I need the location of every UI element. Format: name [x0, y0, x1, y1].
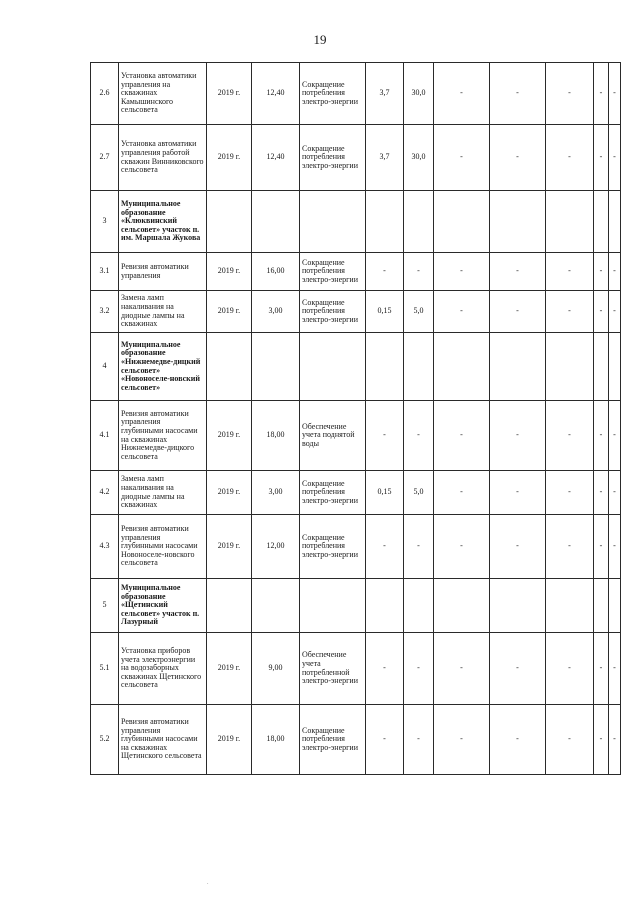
dash-cell: - — [490, 515, 546, 579]
value-cell: 3,7 — [366, 63, 404, 125]
measure-name: Ревизия автоматики управления глубинными насосами на скважинах Нижнемедве-дицкого сельсовета — [119, 401, 207, 471]
table-row — [91, 333, 621, 401]
dash-cell: - — [490, 705, 546, 775]
row-number: 4.3 — [91, 515, 119, 579]
dash-cell — [594, 579, 609, 633]
cost-cell: 12,00 — [252, 515, 300, 579]
dash-cell: - — [434, 515, 490, 579]
row-number: 4.1 — [91, 401, 119, 471]
effect-cell — [300, 579, 366, 633]
dash-cell — [609, 191, 621, 253]
measure-name: Муниципальное образование «Щетинский сельсовет» участок п. Лазурный — [119, 579, 207, 633]
value-cell: - — [366, 253, 404, 291]
value-cell: - — [366, 705, 404, 775]
cost-cell — [252, 333, 300, 401]
dash-cell — [594, 333, 609, 401]
value-cell: - — [366, 633, 404, 705]
dash-cell: - — [490, 401, 546, 471]
dash-cell — [546, 191, 594, 253]
value-cell: - — [366, 401, 404, 471]
row-number: 4 — [91, 333, 119, 401]
dash-cell — [434, 579, 490, 633]
value-cell: - — [404, 253, 434, 291]
dash-cell: - — [609, 125, 621, 191]
table-row — [91, 253, 621, 291]
cost-cell — [252, 191, 300, 253]
dash-cell: - — [594, 471, 609, 515]
row-number: 5.2 — [91, 705, 119, 775]
dash-cell: - — [594, 125, 609, 191]
value-cell: 3,7 — [366, 125, 404, 191]
measure-name: Муниципальное образование «Нижнемедве-дицкий сельсовет» «Новоноселе-новский сельсовет» — [119, 333, 207, 401]
value-cell — [404, 579, 434, 633]
row-number: 3 — [91, 191, 119, 253]
dash-cell: - — [609, 471, 621, 515]
measure-name: Замена ламп накаливания на диодные лампы на скважинах — [119, 291, 207, 333]
value-cell — [366, 579, 404, 633]
dash-cell: - — [434, 633, 490, 705]
table-body — [91, 63, 621, 775]
effect-cell: Обеспечение учета потребленной электро-энергии — [300, 633, 366, 705]
value-cell: 30,0 — [404, 63, 434, 125]
year-cell: 2019 г. — [207, 515, 252, 579]
dash-cell: - — [490, 633, 546, 705]
dash-cell: - — [594, 633, 609, 705]
value-cell: - — [404, 705, 434, 775]
value-cell — [404, 333, 434, 401]
measure-name: Ревизия автоматики управления глубинными насосами на скважинах Щетинского сельсовета — [119, 705, 207, 775]
table-row — [91, 125, 621, 191]
dash-cell: - — [594, 291, 609, 333]
dash-cell: - — [546, 63, 594, 125]
dash-cell: - — [594, 705, 609, 775]
dash-cell: - — [609, 705, 621, 775]
table-row — [91, 579, 621, 633]
dash-cell — [546, 333, 594, 401]
value-cell: 30,0 — [404, 125, 434, 191]
measure-name: Установка автоматики управления на скважинах Камышинского сельсовета — [119, 63, 207, 125]
dash-cell: - — [434, 471, 490, 515]
dash-cell: - — [434, 401, 490, 471]
value-cell — [404, 191, 434, 253]
page-number: 19 — [313, 32, 327, 47]
dash-cell: - — [434, 125, 490, 191]
value-cell: - — [366, 515, 404, 579]
dash-cell: - — [609, 515, 621, 579]
dash-cell: - — [546, 705, 594, 775]
row-number: 4.2 — [91, 471, 119, 515]
dash-cell: - — [609, 633, 621, 705]
dash-cell — [609, 333, 621, 401]
measure-name: Замена ламп накаливания на диодные лампы на скважинах — [119, 471, 207, 515]
year-cell: 2019 г. — [207, 63, 252, 125]
table-row — [91, 291, 621, 333]
dash-cell — [490, 579, 546, 633]
value-cell: - — [404, 515, 434, 579]
dash-cell — [434, 333, 490, 401]
dash-cell: - — [609, 253, 621, 291]
row-number: 2.6 — [91, 63, 119, 125]
dash-cell: - — [490, 63, 546, 125]
row-number: 2.7 — [91, 125, 119, 191]
dash-cell: - — [546, 125, 594, 191]
effect-cell: Сокращение потребления электро-энергии — [300, 471, 366, 515]
table-row — [91, 471, 621, 515]
value-cell: 5,0 — [404, 291, 434, 333]
year-cell: 2019 г. — [207, 633, 252, 705]
dash-cell: - — [434, 291, 490, 333]
dash-cell: - — [546, 515, 594, 579]
table-row — [91, 705, 621, 775]
value-cell: - — [404, 633, 434, 705]
effect-cell — [300, 333, 366, 401]
effect-cell: Сокращение потребления электро-энергии — [300, 125, 366, 191]
year-cell: 2019 г. — [207, 471, 252, 515]
dash-cell: - — [609, 401, 621, 471]
row-number: 3.2 — [91, 291, 119, 333]
dash-cell: - — [546, 633, 594, 705]
measure-name: Ревизия автоматики управления глубинными насосами Новоноселе-новского сельсовета — [119, 515, 207, 579]
value-cell: 5,0 — [404, 471, 434, 515]
effect-cell: Обеспечение учета поднятой воды — [300, 401, 366, 471]
dash-cell: - — [594, 515, 609, 579]
value-cell: 0,15 — [366, 471, 404, 515]
dash-cell: - — [434, 705, 490, 775]
dash-cell: - — [490, 253, 546, 291]
table-row — [91, 401, 621, 471]
dash-cell: - — [546, 401, 594, 471]
dash-cell — [490, 191, 546, 253]
row-number: 5 — [91, 579, 119, 633]
dash-cell — [434, 191, 490, 253]
effect-cell: Сокращение потребления электро-энергии — [300, 291, 366, 333]
cost-cell: 3,00 — [252, 291, 300, 333]
year-cell: 2019 г. — [207, 401, 252, 471]
value-cell — [366, 333, 404, 401]
row-number: 3.1 — [91, 253, 119, 291]
dash-cell: - — [434, 63, 490, 125]
effect-cell: Сокращение потребления электро-энергии — [300, 63, 366, 125]
dash-cell: - — [609, 291, 621, 333]
cost-cell: 12,40 — [252, 63, 300, 125]
value-cell: 0,15 — [366, 291, 404, 333]
year-cell: 2019 г. — [207, 291, 252, 333]
measures-table — [90, 62, 621, 775]
cost-cell: 18,00 — [252, 705, 300, 775]
cost-cell: 18,00 — [252, 401, 300, 471]
dash-cell: - — [546, 471, 594, 515]
table-row — [91, 191, 621, 253]
cost-cell: 9,00 — [252, 633, 300, 705]
measure-name: Установка приборов учета электроэнергии на водозаборных скважинах Щетинского сельсовета — [119, 633, 207, 705]
effect-cell — [300, 191, 366, 253]
effect-cell: Сокращение потребления электро-энергии — [300, 253, 366, 291]
cost-cell: 16,00 — [252, 253, 300, 291]
dash-cell — [546, 579, 594, 633]
year-cell: 2019 г. — [207, 253, 252, 291]
table-row — [91, 515, 621, 579]
cost-cell: 3,00 — [252, 471, 300, 515]
dash-cell: - — [546, 253, 594, 291]
dash-cell — [594, 191, 609, 253]
dash-cell — [490, 333, 546, 401]
measure-name: Муниципальное образование «Клюквинский сельсовет» участок п. им. Маршала Жукова — [119, 191, 207, 253]
effect-cell: Сокращение потребления электро-энергии — [300, 515, 366, 579]
year-cell — [207, 579, 252, 633]
year-cell: 2019 г. — [207, 705, 252, 775]
dash-cell: - — [594, 63, 609, 125]
year-cell — [207, 333, 252, 401]
year-cell — [207, 191, 252, 253]
value-cell: - — [404, 401, 434, 471]
value-cell — [366, 191, 404, 253]
dash-cell: - — [594, 253, 609, 291]
footer-mark: . — [207, 880, 209, 886]
dash-cell: - — [490, 125, 546, 191]
cost-cell — [252, 579, 300, 633]
dash-cell: - — [490, 291, 546, 333]
dash-cell — [609, 579, 621, 633]
measure-name: Установка автоматики управления работой скважин Винниковского сельсовета — [119, 125, 207, 191]
table-row — [91, 633, 621, 705]
year-cell: 2019 г. — [207, 125, 252, 191]
dash-cell: - — [609, 63, 621, 125]
effect-cell: Сокращение потребления электро-энергии — [300, 705, 366, 775]
table-row — [91, 63, 621, 125]
dash-cell: - — [490, 471, 546, 515]
cost-cell: 12,40 — [252, 125, 300, 191]
row-number: 5.1 — [91, 633, 119, 705]
dash-cell: - — [594, 401, 609, 471]
dash-cell: - — [546, 291, 594, 333]
measure-name: Ревизия автоматики управления — [119, 253, 207, 291]
dash-cell: - — [434, 253, 490, 291]
